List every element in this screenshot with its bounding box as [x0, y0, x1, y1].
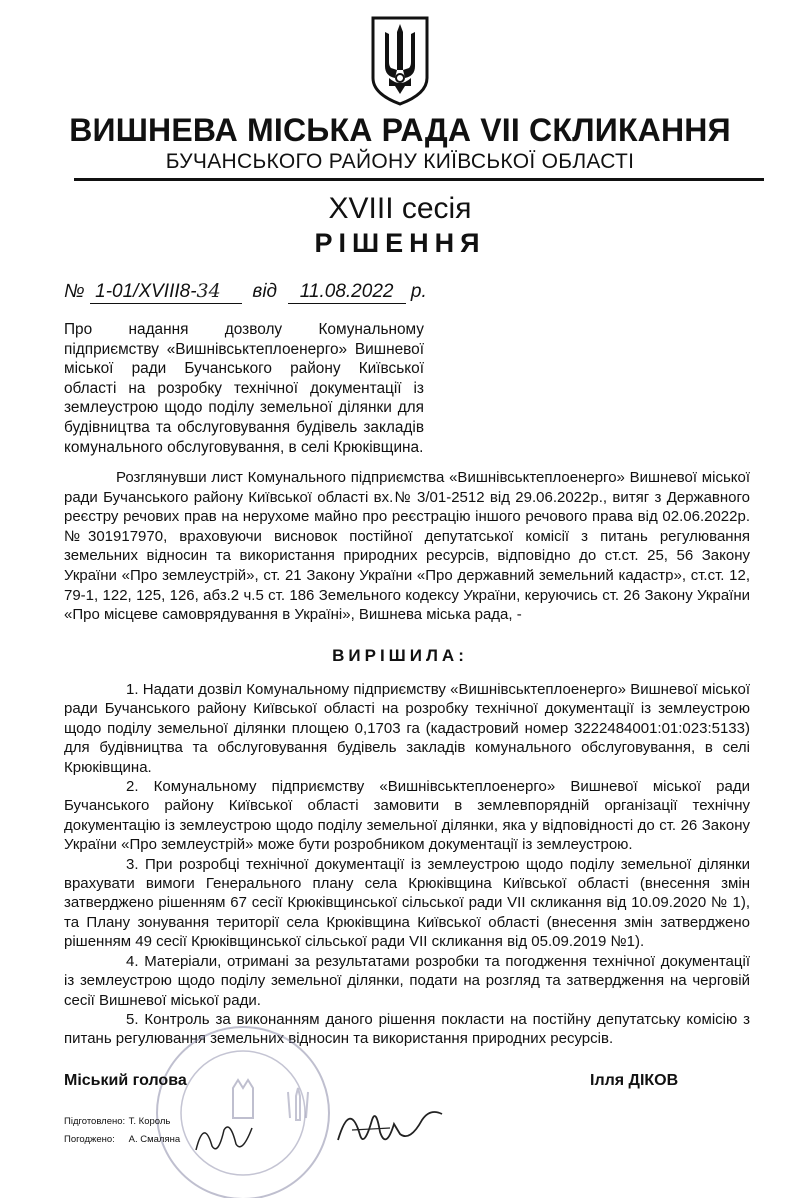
date-from-label: від [252, 281, 278, 302]
prepared-label: Підготовлено: [64, 1116, 126, 1127]
header-divider [74, 178, 764, 181]
decision-item-1: 1. Надати дозвіл Комунальному підприємству «Вишнівськтеплоенерго» Вишневої міської ради Бучанського району Київської області на розробку технічної документації із землеустрою щодо поділу земельної ділянки площею 0,1703 га (кадастровий номер 3222484001:01:023:5133) для будівництва та обслуговування будівель закладів комунального обслуговування, в селі Крюківщина. [64, 681, 750, 776]
initials-signature-icon [190, 1110, 260, 1160]
number-handwritten: 34 [196, 280, 221, 302]
prepared-by [64, 1116, 170, 1127]
year-suffix: р. [410, 281, 427, 302]
trident-coat-of-arms-icon [367, 14, 433, 106]
district-name: БУЧАНСЬКОГО РАЙОНУ КИЇВСЬКОЇ ОБЛАСТІ [165, 150, 635, 173]
decision-item-3: 3. При розробці технічної документації із землеустрою щодо поділу земельної ділянки врахувати вимоги Генерального плану села Крюківщина Київської області (внесення змін затверджено рішенням 67 сесії Крюківщинської сільської ради VII скликання від 10.09.2020 № 1), та Плану зонування території села Крюківщина Київської області (внесення змін затверджено рішенням 49 сесії Крюківщинської сільської ради VII скликання від 05.09.2019 №1). [64, 855, 750, 951]
mayor-name: Ілля ДІКОВ [590, 1072, 679, 1089]
prepared-name: Т. Король [128, 1116, 171, 1127]
agreed-by [64, 1134, 180, 1145]
session-title: XVIII сесія [328, 192, 472, 225]
number-prefix: 1-01/XVIII8- [95, 281, 197, 302]
decision-date: 11.08.2022 [288, 281, 406, 304]
mayor-title: Міський голова [64, 1072, 187, 1089]
decision-number-line [64, 280, 427, 304]
decision-item-5: 5. Контроль за виконанням даного рішення покласти на постійну депутатську комісію з питань регулювання земельних відносин та використання природних ресурсів. [64, 1010, 750, 1048]
agreed-name: А. Смалянa [128, 1134, 181, 1145]
preamble-paragraph: Розглянувши лист Комунального підприємства «Вишнівськтеплоенерго» Вишневої міської ради Бучанського району Київської області вх.№ 3/01-2512 від 29.06.2022р., витяг з Державного реєстру речових прав на нерухоме майно про реєстрацію іншого речового права від 02.06.2022р. №301917970, враховуючи висновок постійної депутатської комісії з питань регулювання земельних відносин та використання природних ресурсів, відповідно до ст.ст. 25, 56 Закону України «Про землеустрій», ст. 21 Закону України «Про державний земельний кадастр», ст.ст. 12, 79-1, 122, 125, 126, абз.2 ч.5 ст. 186 Земельного кодексу України, керуючись ст. 26 Закону України «Про місцеве самоврядування в Україні», Вишнева міська рада, - [64, 469, 750, 624]
council-name: ВИШНЕВА МІСЬКА РАДА VII СКЛИКАННЯ [69, 112, 731, 148]
resolved-heading: ВИРІШИЛА: [332, 646, 468, 665]
document-type: РІШЕННЯ [314, 228, 486, 258]
official-seal-icon [138, 1018, 348, 1198]
decision-subject: Про надання дозволу Комунальному підприємству «Вишнівськтеплоенерго» Вишневої міської ради Бучанського району Київської області на розробку технічної документації із землеустрою щодо поділу земельної ділянки для будівництва та обслуговування будівель закладів комунального обслуговування, в селі Крюківщина. [64, 321, 424, 456]
decision-items [64, 680, 750, 1049]
decision-item-2: 2. Комунальному підприємству «Вишнівськтеплоенерго» Вишневої міської ради Бучанського району Київської області замовити в землевпорядній організації технічну документацію із землеустрою щодо поділу земельної ділянки, яка у відповідності до ст. 26 Закону України «Про землеустрій» може бути розробником документації із землеустрою. [64, 778, 750, 854]
number-label: № [64, 281, 85, 302]
handwritten-signature-icon [330, 1090, 450, 1160]
decision-number [90, 280, 242, 304]
agreed-label: Погоджено: [64, 1134, 115, 1145]
decision-item-4: 4. Матеріали, отримані за результатами розробки та погодження технічної документації із землеустрою щодо поділу земельної ділянки, подати на розгляд та затвердження на черговій сесії Вишневої міської ради. [64, 952, 750, 1009]
